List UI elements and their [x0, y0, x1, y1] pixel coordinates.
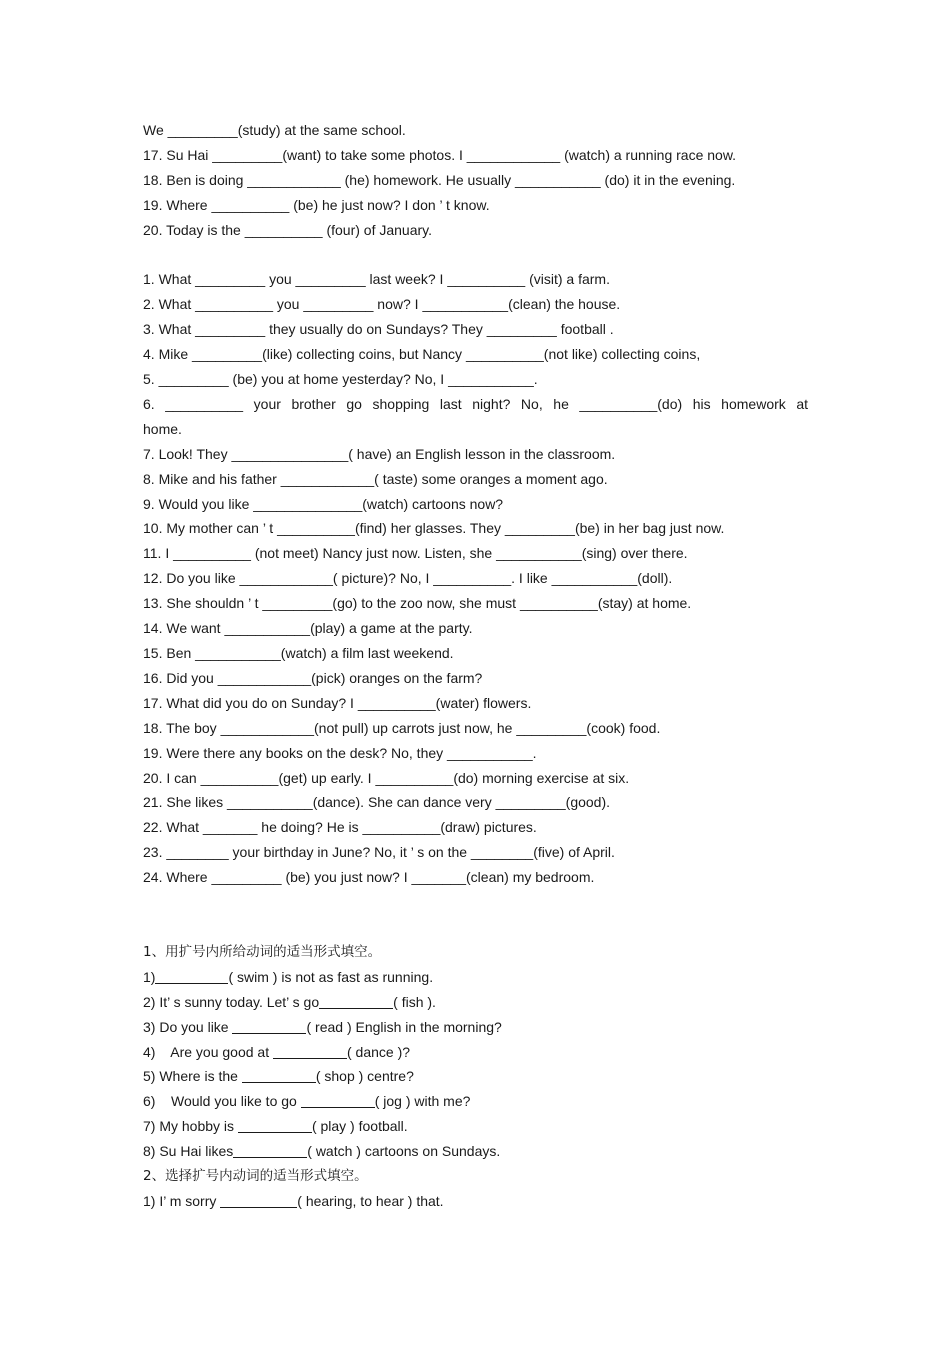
exercise-line: [143, 1089, 808, 1114]
line-suffix: ( fish ).: [393, 993, 436, 1010]
line-prefix: 1): [143, 968, 156, 985]
answer-blank[interactable]: [233, 1143, 307, 1158]
exercise-line: 10. My mother can ’ t __________(find) her glasses. They _________(be) in her bag just now.: [143, 520, 725, 537]
exercise-line-continued: home.: [143, 420, 182, 437]
line-prefix: 4) Are you good at: [143, 1043, 273, 1060]
exercise-line: [143, 1139, 808, 1164]
exercise-line: 17. Su Hai _________(want) to take some photos. I ____________ (watch) a running race now.: [143, 146, 737, 163]
exercise-line: [143, 965, 808, 990]
exercise-line: 16. Did you ____________(pick) oranges on the farm?: [143, 669, 483, 686]
exercise-line: 5. _________ (be) you at home yesterday? No, I ___________.: [143, 371, 538, 388]
exercise-line: 2. What __________ you _________ now? I ___________(clean) the house.: [143, 296, 621, 313]
section-heading: 1、用扩号内所给动词的适当形式填空。: [143, 943, 382, 960]
answer-blank[interactable]: [319, 994, 393, 1009]
exercise-line: 12. Do you like ____________( picture)? No, I __________. I like ___________(doll).: [143, 570, 673, 587]
exercise-line: [143, 990, 808, 1015]
exercise-line: 6. __________ your brother go shopping last night? No, he __________(do) his homework at: [143, 395, 808, 412]
line-prefix: 7) My hobby is: [143, 1118, 238, 1135]
answer-blank[interactable]: [273, 1044, 347, 1059]
exercise-line: 19. Were there any books on the desk? No, they ___________.: [143, 744, 537, 761]
line-suffix: ( hearing, to hear ) that.: [297, 1192, 444, 1209]
line-prefix: 5) Where is the: [143, 1068, 242, 1085]
line-prefix: 8) Su Hai likes: [143, 1143, 234, 1160]
exercise-line: [143, 1189, 808, 1214]
line-prefix: 1) I’ m sorry: [143, 1192, 221, 1209]
exercise-line: 7. Look! They _______________( have) an English lesson in the classroom.: [143, 445, 616, 462]
exercise-line: 4. Mike _________(like) collecting coins, but Nancy __________(not like) collecting coins,: [143, 346, 701, 363]
worksheet-page: [143, 118, 808, 1214]
line-suffix: ( read ) English in the morning?: [306, 1018, 502, 1035]
section-heading: 2、选择扩号内动词的适当形式填空。: [143, 1168, 368, 1185]
exercise-line: 18. Ben is doing ____________ (he) homework. He usually ___________ (do) it in the evening.: [143, 171, 736, 188]
exercise-line: [143, 1040, 808, 1065]
answer-blank[interactable]: [232, 1019, 306, 1034]
exercise-line: 21. She likes ___________(dance). She can dance very _________(good).: [143, 794, 611, 811]
exercise-line: 19. Where __________ (be) he just now? I don ’ t know.: [143, 196, 490, 213]
section-gap: [143, 243, 808, 268]
exercise-line: 15. Ben ___________(watch) a film last weekend.: [143, 645, 454, 662]
exercise-line: 14. We want ___________(play) a game at the party.: [143, 620, 473, 637]
exercise-line: 20. Today is the __________ (four) of January.: [143, 221, 433, 238]
line-suffix: ( swim ) is not as fast as running.: [228, 968, 434, 985]
line-suffix: ( watch ) cartoons on Sundays.: [307, 1143, 501, 1160]
line-suffix: ( jog ) with me?: [374, 1093, 471, 1110]
section-gap: [143, 890, 808, 940]
line-prefix: 3) Do you like: [143, 1018, 233, 1035]
exercise-line: 18. The boy ____________(not pull) up carrots just now, he _________(cook) food.: [143, 719, 661, 736]
exercise-line: 3. What _________ they usually do on Sundays? They _________ football .: [143, 321, 614, 338]
line-prefix: 6) Would you like to go: [143, 1093, 301, 1110]
exercise-line: 17. What did you do on Sunday? I __________(water) flowers.: [143, 694, 532, 711]
exercise-line: 20. I can __________(get) up early. I __________(do) morning exercise at six.: [143, 769, 630, 786]
exercise-line: [143, 1114, 808, 1139]
exercise-line: 13. She shouldn ’ t _________(go) to the zoo now, she must __________(stay) at home.: [143, 595, 692, 612]
exercise-line: [143, 1015, 808, 1040]
exercise-line: 24. Where _________ (be) you just now? I _______(clean) my bedroom.: [143, 869, 595, 886]
line-suffix: ( play ) football.: [311, 1118, 408, 1135]
exercise-line: 23. ________ your birthday in June? No, it ’ s on the ________(five) of April.: [143, 844, 615, 861]
line-prefix: 2) It’ s sunny today. Let’ s go: [143, 993, 320, 1010]
answer-blank[interactable]: [220, 1193, 297, 1208]
line-suffix: ( dance )?: [346, 1043, 411, 1060]
exercise-line: 9. Would you like ______________(watch) cartoons now?: [143, 495, 504, 512]
exercise-line: [143, 1064, 808, 1089]
answer-blank[interactable]: [238, 1118, 312, 1133]
line-suffix: ( shop ) centre?: [315, 1068, 414, 1085]
exercise-line: 8. Mike and his father ____________( taste) some oranges a moment ago.: [143, 470, 608, 487]
answer-blank[interactable]: [155, 969, 228, 984]
exercise-line: 22. What _______ he doing? He is __________(draw) pictures.: [143, 819, 537, 836]
exercise-line: 1. What _________ you _________ last week? I __________ (visit) a farm.: [143, 271, 610, 288]
exercise-line: We _________(study) at the same school.: [143, 122, 406, 138]
exercise-line: 11. I __________ (not meet) Nancy just now. Listen, she ___________(sing) over there.: [143, 545, 688, 562]
answer-blank[interactable]: [301, 1093, 375, 1108]
answer-blank[interactable]: [242, 1068, 316, 1083]
